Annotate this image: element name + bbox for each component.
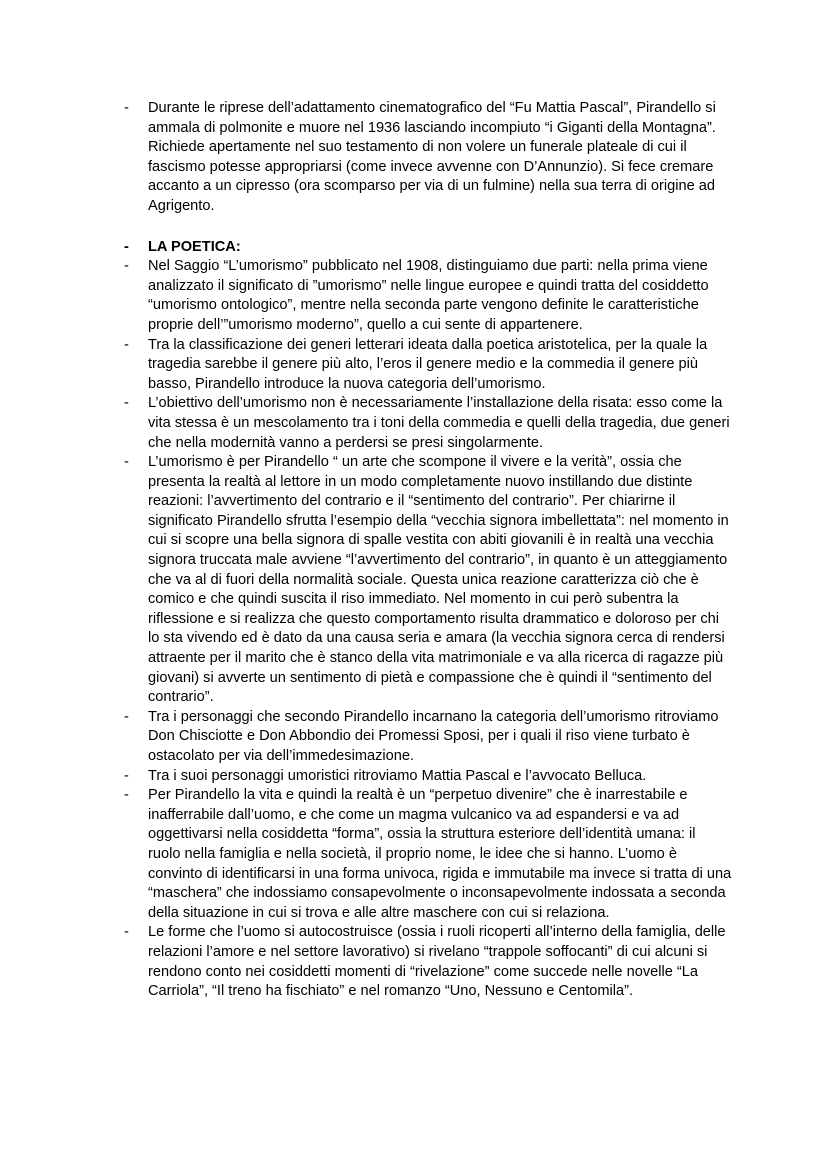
bullet-marker: - bbox=[124, 100, 129, 116]
list-item bbox=[120, 786, 732, 923]
bullet-marker: - bbox=[124, 336, 129, 353]
bullet-marker: - bbox=[124, 787, 129, 804]
bullet-marker: - bbox=[124, 924, 129, 941]
list-item bbox=[120, 257, 732, 335]
bullet-marker: - bbox=[124, 708, 129, 725]
intro-paragraph: Durante le riprese dell’adattamento cinematografico del “Fu Mattia Pascal”, Pirandello si ammala di polmonite e muore nel 1936 lasciando incompiuto “i Giganti della Montagna”. Richiede apertamente nel suo testamento di non volere un funerale plateale di cui il fascismo potesse appropriarsi (come invece avvenne con D’Annunzio). Si fece cremare accanto a un cipresso (ora scomparso per via di un fulmine) nella sua terra di origine ad Agrigento. bbox=[148, 100, 716, 214]
list-item bbox=[120, 453, 732, 708]
bullet-marker: - bbox=[124, 395, 129, 412]
paragraph-personaggi-umoristici: Tra i suoi personaggi umoristici ritroviamo Mattia Pascal e l’avvocato Belluca. bbox=[148, 767, 647, 784]
list-item bbox=[120, 336, 732, 395]
list-item bbox=[120, 394, 732, 453]
paragraph-vita-forma: Per Pirandello la vita e quindi la realtà è un “perpetuo divenire” che è inarrestabile e inafferrabile dall’uomo, e che come un magma vulcanico va ad espandersi e va ad oggettivarsi nella cosiddetta “forma”, ossia la struttura esteriore dell’identità umana: il ruolo nella famiglia e nella società, il proprio nome, le idee che si hanno. L’uomo è convinto di identificarsi in una forma univoca, rigida e immutabile ma invece si tratta di una “maschera” che indossiamo consapevolmente o inconsapevolmente indossata a seconda della situazione in cui si trova e alle altre maschere con cui si relaziona. bbox=[148, 787, 732, 921]
bullet-marker: - bbox=[124, 767, 129, 784]
section-heading: LA POETICA: bbox=[148, 238, 241, 255]
bullet-marker: - bbox=[124, 258, 129, 275]
bullet-marker: - bbox=[124, 454, 129, 471]
list-item-intro bbox=[120, 99, 732, 217]
bullet-list bbox=[120, 99, 732, 1002]
paragraph-trappole-soffocanti: Le forme che l’uomo si autocostruisce (ossia i ruoli ricoperti all’interno della famiglia, delle relazioni l’amore e nel settore lavorativo) si rivelano “trappole soffocanti” di cui alcuni si rendono conto nei cosiddetti momenti di “rivelazione” come succede nelle novelle “La Carriola”, “Il treno ha fischiato” e nel romanzo “Uno, Nessuno e Centomila”. bbox=[148, 924, 726, 1000]
list-item bbox=[120, 923, 732, 1001]
paragraph-sentimento-contrario: L’umorismo è per Pirandello “ un arte che scompone il vivere e la verità”, ossia che presenta la realtà al lettore in un modo completamente nuovo instillando due distinte reazioni: l’avvertimento del contrario e il “sentimento del contrario”. Per chiarirne il significato Pirandello sfrutta l’esempio della “vecchia signora imbellettata”: nel momento in cui si scopre una bella signora di spalle vestita con abiti giovanili è in realtà una vecchia signora truccata male avviene “l’avvertimento del contrario”, in quanto è un atteggiamento che va al di fuori della normalità sociale. Questa unica reazione caratterizza ciò che è comico e che quindi suscita il riso immediato. Nel momento in cui però subentra la riflessione e si realizza che questo comportamento risulta drammatico e doloroso per chi lo sta vivendo ed è dato da una causa seria e amara (la vecchia signora cerca di rendersi attraente per il marito che è stanco della vita matrimoniale e va alla ricerca di ragazze più giovani) si avverte un sentimento di pietà e compassione che è quindi il “sentimento del contrario”. bbox=[148, 454, 729, 706]
list-item bbox=[120, 767, 732, 787]
paragraph-umorismo-saggio: Nel Saggio “L’umorismo” pubblicato nel 1908, distinguiamo due parti: nella prima viene analizzato il significato di ”umorismo” nelle lingue europee e quindi tratta del cosiddetto “umorismo ontologico”, mentre nella seconda parte vengono definite le caratteristiche proprie dell’”umorismo moderno”, quello a cui sente di appartenere. bbox=[148, 258, 709, 333]
paragraph-generi-letterari: Tra la classificazione dei generi letterari ideata dalla poetica aristotelica, per la quale la tragedia sarebbe il genere più alto, l’eros il genere medio e la commedia il genere più basso, Pirandello introduce la nuova categoria dell’umorismo. bbox=[148, 336, 708, 392]
bullet-marker: - bbox=[124, 238, 129, 255]
paragraph-obiettivo-umorismo: L’obiettivo dell’umorismo non è necessariamente l’installazione della risata: esso come la vita stessa è un mescolamento tra i toni della commedia e quelli della tragedia, due generi che nella modernità vanno a perdersi se presi singolarmente. bbox=[148, 395, 730, 451]
list-item-section-heading bbox=[120, 238, 732, 258]
paragraph-personaggi-umorismo: Tra i personaggi che secondo Pirandello incarnano la categoria dell’umorismo ritroviamo Don Chisciotte e Don Abbondio dei Promessi Sposi, per i quali il riso viene turbato è ostacolato per via dell’immedesimazione. bbox=[148, 708, 719, 764]
list-item bbox=[120, 708, 732, 767]
